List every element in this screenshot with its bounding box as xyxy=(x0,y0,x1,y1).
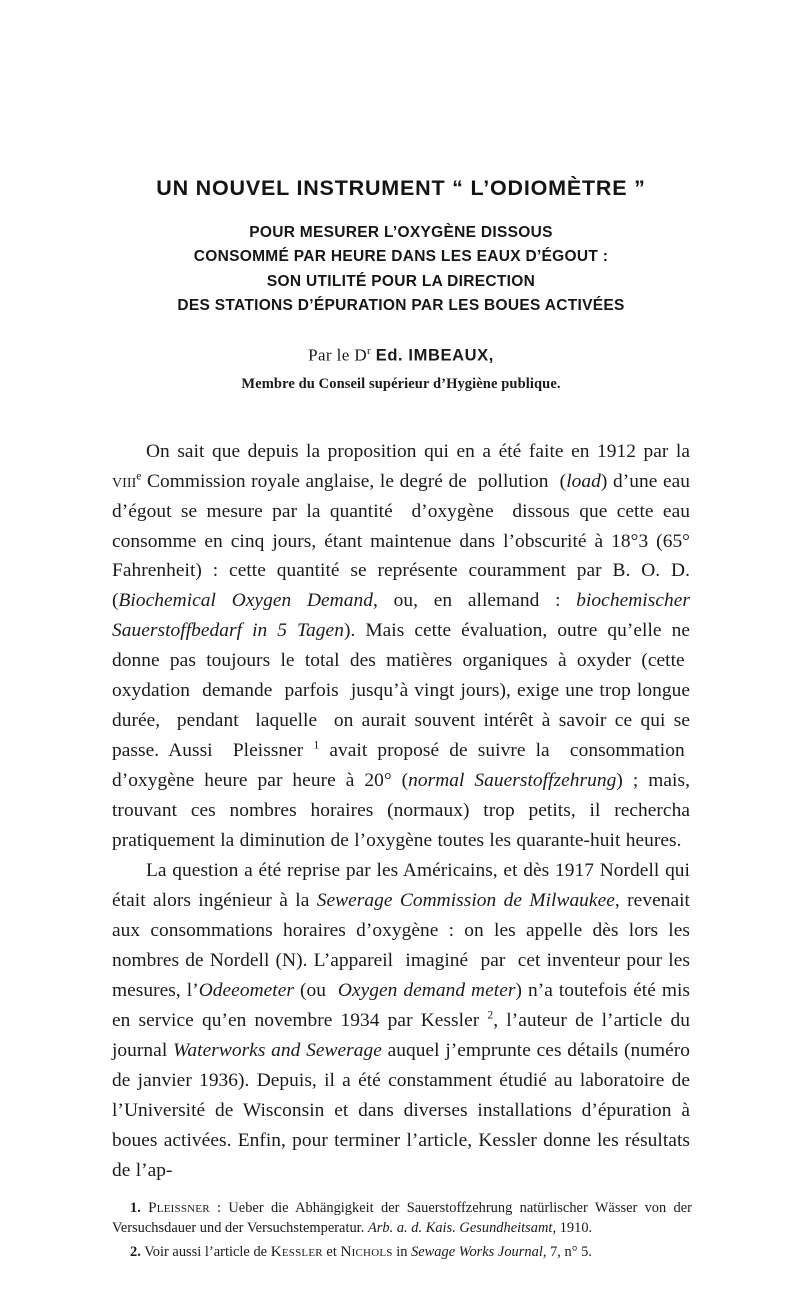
subtitle-line-1: POUR MESURER L’OXYGÈNE DISSOUS xyxy=(249,224,553,241)
subtitle-block xyxy=(112,221,690,319)
footnote-1-number: 1. xyxy=(130,1200,141,1216)
footnote-2-tail: 7, n° 5. xyxy=(546,1243,592,1260)
footnote-1-author: Pleissner xyxy=(148,1199,210,1216)
author-prefix: Par le D xyxy=(308,345,368,365)
author-affiliation: Membre du Conseil supérieur d’Hygiène publique. xyxy=(241,375,561,392)
subtitle-line-3: SON UTILITÉ POUR LA DIRECTION xyxy=(266,272,536,290)
footnote-1-reference: Arb. a. d. Kais. Gesundheitsamt, xyxy=(367,1219,557,1236)
subtitle-line-2: CONSOMMÉ PAR HEURE DANS LES EAUX D’ÉGOUT : xyxy=(193,248,609,266)
footnote-2-number: 2. xyxy=(130,1243,141,1260)
footnote-1-year: 1910. xyxy=(559,1219,593,1236)
footnotes xyxy=(112,1198,692,1263)
footnote-2-mid: et xyxy=(322,1243,341,1260)
author-name: Ed. IMBEAUX, xyxy=(375,346,494,365)
footnote-2 xyxy=(112,1242,692,1263)
footnote-2-reference: Sewage Works Journal, xyxy=(411,1243,547,1260)
author-prefix-superscript: r xyxy=(367,344,372,357)
footnote-2-author: Kessler xyxy=(270,1242,323,1260)
page-title: UN NOUVEL INSTRUMENT “ L’ODIOMÈTRE ” xyxy=(156,176,646,200)
footnote-1 xyxy=(112,1198,692,1239)
subtitle-line-4: DES STATIONS D’ÉPURATION PAR LES BOUES ACTIVÉES xyxy=(177,297,625,315)
footnote-2-author-2: Nichols xyxy=(340,1242,393,1260)
footnote-1-text: : Ueber die Abhängigkeit der Sauerstoffzehrung natürlischer Wässer von der Versuchsdauer und der Versuchstemperatur. xyxy=(112,1200,692,1236)
paragraph-2: La question a été reprise par les Américains, et dès 1917 Nordell qui était alors ingénieur à la Sewerage Commission de Milwaukee, revenait aux consommations horaires d’oxygène : on les appelle dès lors les nombres de Nordell (N). L’appareil imaginé par cet inventeur pour les mesures, l’Odeeometer (ou Oxygen demand meter) n’a toutefois été mis en service qu’en novembre 1934 par Kessler $^2$, l’auteur de l’article du journal Waterworks and Sewerage auquel j’emprunte ces détails (numéro de janvier 1936). Depuis, il a été constamment étudié au laboratoire de l’Université de Wisconsin et dans diverses installations d’épuration à boues activées. Enfin, pour terminer l’article, Kessler donne les résultats de l’ap- xyxy=(112,860,690,1181)
paragraph-1: On sait que depuis la proposition qui en a été faite en 1912 par la viii$^e$ Commission royale anglaise, le degré de pollution (load) d’une eau d’égout se mesure par la quantité d’oxygène dissous que cette eau consomme en cinq jours, étant maintenue dans l’obscurité à 18°3 (65° Fahrenheit) : cette quantité se représente couramment par B. O. D. (Biochemical Oxygen Demand, ou, en allemand : biochemischer Sauerstoffbedarf in 5 Tagen). Mais cette évaluation, outre qu’elle ne donne pas toujours le total des matières organiques à oxyder (cette oxydation demande parfois jusqu’à vingt jours), exige une trop longue durée, pendant laquelle on aurait souvent intérêt à savoir ce qui se passe. Aussi Pleissner $^1$ avait proposé de suivre la consommation d’oxygène heure par heure à 20° (normal Sauerstoffzehrung) ; mais, trouvant ces nombres horaires (normaux) trop petits, il rechercha pratiquement la diminution de l’oxygène toutes les quarante-huit heures. xyxy=(112,440,691,852)
article-content xyxy=(112,176,690,1186)
footnote-2-lead: Voir aussi l’article de xyxy=(144,1243,271,1260)
footnote-2-in: in xyxy=(392,1243,412,1260)
body-text xyxy=(112,437,690,1186)
author-line xyxy=(112,345,690,366)
